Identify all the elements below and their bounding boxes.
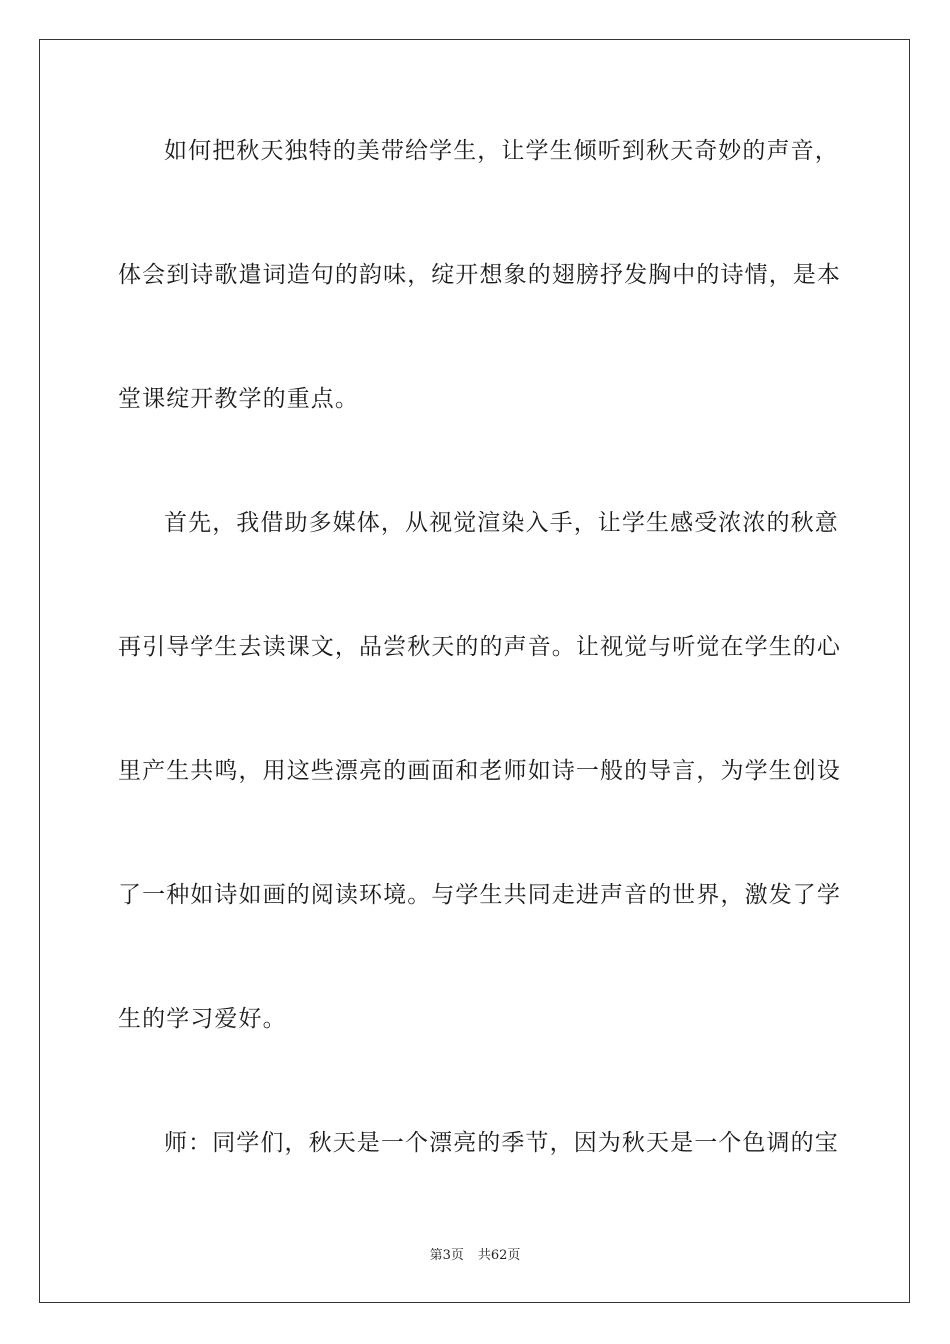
page-frame xyxy=(39,39,910,1303)
paragraph-line: 堂课绽开教学的重点。 xyxy=(118,386,359,412)
paragraph-line: 再引导学生去读课文，品尝秋天的的声音。让视觉与听觉在学生的心 xyxy=(118,634,841,660)
paragraph-line: 生的学习爱好。 xyxy=(118,1006,287,1032)
paragraph-line: 里产生共鸣，用这些漂亮的画面和老师如诗一般的导言，为学生创设 xyxy=(118,758,841,784)
paragraph-line: 体会到诗歌遣词造句的韵味，绽开想象的翅膀抒发胸中的诗情，是本 xyxy=(118,262,841,288)
page-number: 第3页 xyxy=(429,1248,464,1263)
paragraph-line: 师：同学们，秋天是一个漂亮的季节，因为秋天是一个色调的宝 xyxy=(164,1130,839,1156)
paragraph-line: 首先，我借助多媒体，从视觉渲染入手，让学生感受浓浓的秋意 xyxy=(164,510,839,536)
total-pages: 共62页 xyxy=(477,1248,521,1263)
paragraph-line: 了一种如诗如画的阅读环境。与学生共同走进声音的世界，激发了学 xyxy=(118,882,841,908)
page-footer xyxy=(0,1247,950,1265)
paragraph-line: 如何把秋天独特的美带给学生，让学生倾听到秋天奇妙的声音， xyxy=(164,138,839,164)
